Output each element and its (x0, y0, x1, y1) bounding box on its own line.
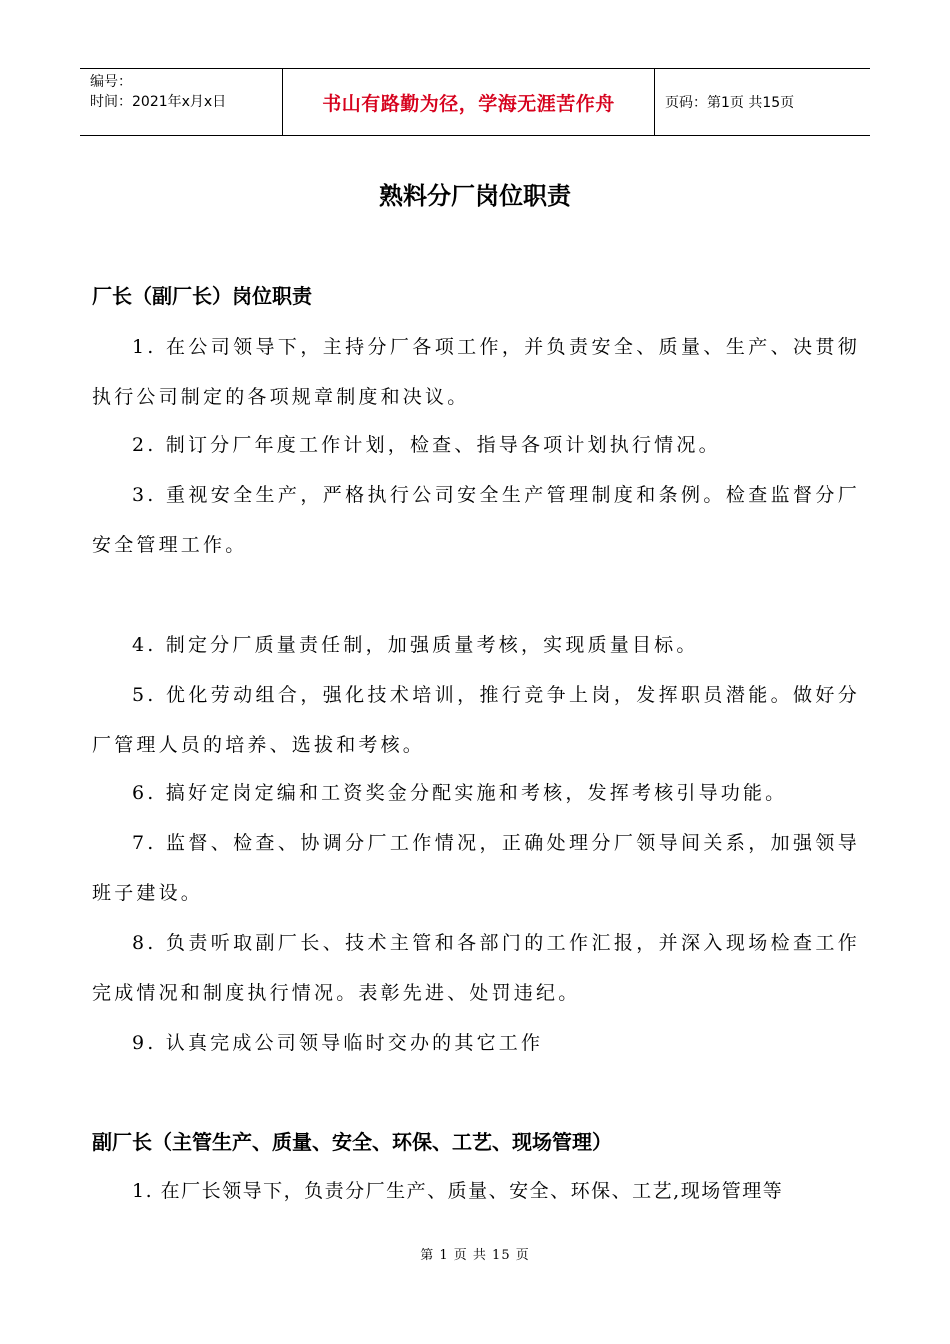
header-motto: 书山有路勤为径，学海无涯苦作舟 (282, 69, 655, 135)
number-label: 编号： (90, 74, 132, 90)
duty-item-6: 6. 搞好定岗定编和工资奖金分配实施和考核，发挥考核引导功能。 (132, 782, 788, 804)
header-meta (80, 69, 282, 135)
page-header (80, 68, 870, 136)
duty-item-7: 7. 监督、检查、协调分厂工作情况，正确处理分厂领导间关系，加强领导班子建设。 (92, 832, 860, 904)
duty-item-2: 2. 制订分厂年度工作计划，检查、指导各项计划执行情况。 (132, 434, 721, 456)
time-label: 时间：2021年x月x日 (90, 94, 227, 110)
duty-item-5: 5. 优化劳动组合，强化技术培训，推行竞争上岗，发挥职员潜能。做好分厂管理人员的培养、选拔和考核。 (92, 684, 860, 756)
duty-item-3: 3. 重视安全生产，严格执行公司安全生产管理制度和条例。检查监督分厂安全管理工作。 (92, 484, 860, 556)
page-footer: 第 1 页 共 15 页 (420, 1248, 530, 1263)
duty-item-8: 8. 负责听取副厂长、技术主管和各部门的工作汇报，并深入现场检查工作完成情况和制度执行情况。表彰先进、处罚违纪。 (92, 932, 860, 1004)
section-heading-deputy: 副厂长（主管生产、质量、安全、环保、工艺、现场管理） (92, 1130, 612, 1154)
deputy-duty-item-1: 1. 在厂长领导下，负责分厂生产、质量、安全、环保、工艺,现场管理等 (132, 1180, 784, 1202)
duty-item-1: 1. 在公司领导下，主持分厂各项工作，并负责安全、质量、生产、决贯彻执行公司制定的各项规章制度和决议。 (92, 336, 860, 408)
duty-item-4: 4. 制定分厂质量责任制，加强质量考核，实现质量目标。 (132, 634, 699, 656)
duty-item-9: 9. 认真完成公司领导临时交办的其它工作 (132, 1032, 544, 1054)
section-heading-director: 厂长（副厂长）岗位职责 (92, 284, 312, 308)
header-page-code: 页码：第1页 共15页 (665, 95, 795, 111)
document-title: 熟料分厂岗位职责 (379, 182, 571, 210)
